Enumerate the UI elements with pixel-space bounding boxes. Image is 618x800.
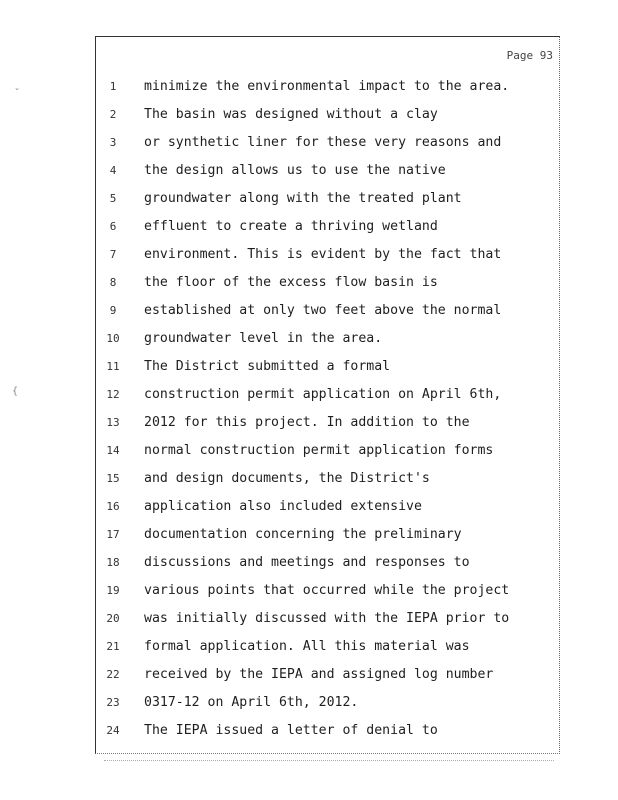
line-text: or synthetic liner for these very reasons and bbox=[144, 135, 502, 150]
transcript-line bbox=[96, 269, 559, 297]
transcript-line bbox=[96, 381, 559, 409]
line-number: 17 bbox=[106, 528, 120, 541]
line-text: was initially discussed with the IEPA prior to bbox=[144, 611, 510, 626]
transcript-line bbox=[96, 437, 559, 465]
transcript-line bbox=[96, 129, 559, 157]
scan-margin-mark: { bbox=[12, 386, 19, 397]
transcript-line bbox=[96, 325, 559, 353]
transcript-line bbox=[96, 465, 559, 493]
scan-margin-mark: ˇ bbox=[14, 88, 21, 99]
line-number: 3 bbox=[109, 136, 117, 149]
transcript-line bbox=[96, 409, 559, 437]
line-text: the design allows us to use the native bbox=[144, 163, 446, 178]
transcript-line bbox=[96, 157, 559, 185]
line-number: 19 bbox=[106, 584, 120, 597]
line-text: and design documents, the District's bbox=[144, 471, 430, 486]
transcript-line bbox=[96, 213, 559, 241]
line-text: normal construction permit application forms bbox=[144, 443, 494, 458]
line-number: 20 bbox=[106, 612, 120, 625]
line-number: 13 bbox=[106, 416, 120, 429]
line-text: The IEPA issued a letter of denial to bbox=[144, 723, 438, 738]
scan-bottom-edge bbox=[104, 760, 554, 763]
line-text: groundwater level in the area. bbox=[144, 331, 383, 346]
line-number: 12 bbox=[106, 388, 120, 401]
line-text: minimize the environmental impact to the area. bbox=[144, 79, 510, 94]
line-text: environment. This is evident by the fact that bbox=[144, 247, 502, 262]
line-number: 24 bbox=[106, 724, 120, 737]
transcript-line bbox=[96, 101, 559, 129]
transcript-line bbox=[96, 185, 559, 213]
line-text: 2012 for this project. In addition to the bbox=[144, 415, 470, 430]
transcript-line bbox=[96, 605, 559, 633]
line-number: 9 bbox=[109, 304, 117, 317]
line-number: 11 bbox=[106, 360, 120, 373]
line-text: received by the IEPA and assigned log number bbox=[144, 667, 494, 682]
transcript-line bbox=[96, 493, 559, 521]
line-text: effluent to create a thriving wetland bbox=[144, 219, 438, 234]
transcript-line bbox=[96, 717, 559, 745]
line-number: 21 bbox=[106, 640, 120, 653]
line-number: 4 bbox=[109, 164, 117, 177]
transcript-page bbox=[95, 36, 560, 754]
transcript-line bbox=[96, 633, 559, 661]
line-number: 5 bbox=[109, 192, 117, 205]
transcript-line bbox=[96, 577, 559, 605]
line-number: 14 bbox=[106, 444, 120, 457]
line-text: the floor of the excess flow basin is bbox=[144, 275, 438, 290]
line-text: documentation concerning the preliminary bbox=[144, 527, 462, 542]
transcript-line bbox=[96, 297, 559, 325]
line-text: 0317-12 on April 6th, 2012. bbox=[144, 695, 359, 710]
line-text: The District submitted a formal bbox=[144, 359, 391, 374]
transcript-line bbox=[96, 549, 559, 577]
line-text: established at only two feet above the normal bbox=[144, 303, 502, 318]
line-number: 2 bbox=[109, 108, 117, 121]
line-text: formal application. All this material was bbox=[144, 639, 470, 654]
transcript-lines bbox=[96, 73, 559, 745]
line-number: 18 bbox=[106, 556, 120, 569]
transcript-line bbox=[96, 689, 559, 717]
line-text: groundwater along with the treated plant bbox=[144, 191, 462, 206]
transcript-line bbox=[96, 353, 559, 381]
transcript-line bbox=[96, 73, 559, 101]
line-number: 8 bbox=[109, 276, 117, 289]
line-number: 1 bbox=[109, 80, 117, 93]
line-text: discussions and meetings and responses to bbox=[144, 555, 470, 570]
line-number: 7 bbox=[109, 248, 117, 261]
line-number: 10 bbox=[106, 332, 120, 345]
line-text: The basin was designed without a clay bbox=[144, 107, 438, 122]
transcript-line bbox=[96, 661, 559, 689]
line-number: 23 bbox=[106, 696, 120, 709]
line-number: 22 bbox=[106, 668, 120, 681]
transcript-line bbox=[96, 521, 559, 549]
line-text: various points that occurred while the project bbox=[144, 583, 510, 598]
line-text: application also included extensive bbox=[144, 499, 422, 514]
line-number: 15 bbox=[106, 472, 120, 485]
line-number: 16 bbox=[106, 500, 120, 513]
line-text: construction permit application on April 6th, bbox=[144, 387, 502, 402]
line-number: 6 bbox=[109, 220, 117, 233]
transcript-line bbox=[96, 241, 559, 269]
page-number: Page 93 bbox=[506, 49, 553, 62]
